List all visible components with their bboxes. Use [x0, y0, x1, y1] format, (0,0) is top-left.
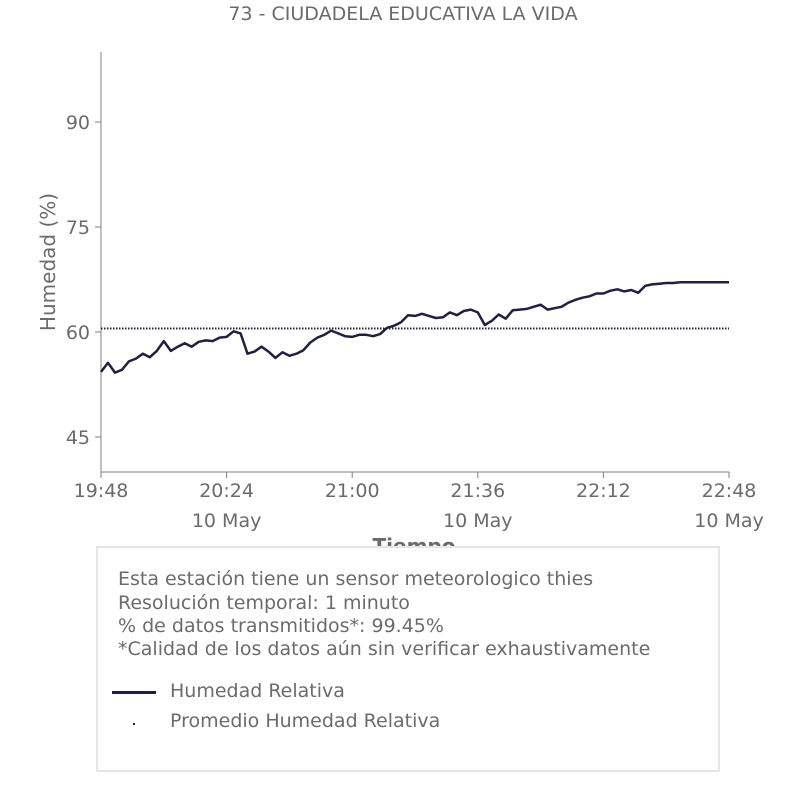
- legend-label-humedad: Humedad Relativa: [170, 680, 345, 702]
- legend-solid-line-icon: [112, 691, 156, 694]
- legend-item-promedio: [112, 710, 672, 734]
- info-line-quality: *Calidad de los datos aún sin verificar exhaustivamente: [118, 638, 651, 660]
- x-tick-label: 21:36: [450, 480, 506, 502]
- y-axis-label: Humedad (%): [36, 192, 60, 332]
- y-tick-label: 45: [65, 427, 90, 449]
- x-tick-label: 19:48: [73, 480, 129, 502]
- info-line-sensor: Esta estación tiene un sensor meteorologico thies: [118, 568, 594, 590]
- x-tick-label: 22:12: [576, 480, 631, 502]
- x-tick-label: 22:48: [701, 480, 757, 502]
- info-line-transmitted: % de datos transmitidos*: 99.45%: [118, 615, 444, 637]
- chart-title: 73 - CIUDADELA EDUCATIVA LA VIDA: [228, 3, 578, 25]
- x-tick-label: 21:00: [324, 480, 380, 502]
- y-tick-label: 60: [65, 322, 90, 344]
- legend-item-humedad: [112, 680, 672, 704]
- legend-label-promedio: Promedio Humedad Relativa: [170, 710, 441, 732]
- x-tick-label: 20:24: [199, 480, 254, 502]
- y-tick-label: 75: [65, 217, 90, 239]
- x-tick-date-label: 10 May: [191, 510, 262, 532]
- info-legend-box: [96, 546, 720, 772]
- y-tick-label: 90: [65, 112, 90, 134]
- legend-dot-icon: [133, 723, 135, 725]
- x-tick-date-label: 10 May: [443, 510, 513, 532]
- x-tick-date-label: 10 May: [694, 510, 764, 532]
- series-humedad-line: [101, 282, 729, 372]
- info-line-resolution: Resolución temporal: 1 minuto: [118, 592, 410, 614]
